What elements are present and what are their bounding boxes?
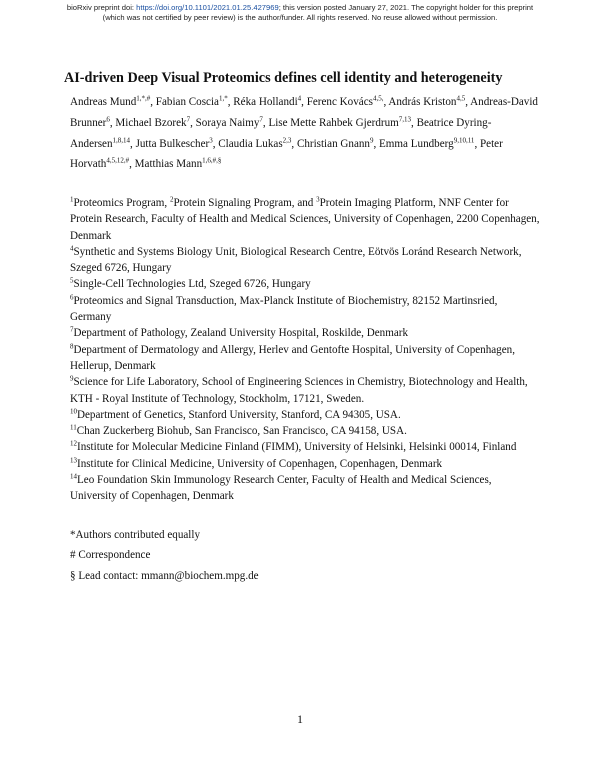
affiliation-number: 9 bbox=[70, 374, 74, 383]
affiliation-number: 10 bbox=[70, 407, 77, 416]
author-affiliation-marker: 4 bbox=[297, 94, 302, 103]
author-affiliation-marker: 1,8,14 bbox=[112, 135, 131, 144]
affiliation-number: 6 bbox=[70, 293, 74, 302]
author-name: Matthias Mann bbox=[134, 158, 203, 171]
doi-link[interactable]: https://doi.org/10.1101/2021.01.25.427969 bbox=[136, 3, 279, 12]
paper-title: AI-driven Deep Visual Proteomics defines cell identity and heterogeneity bbox=[64, 70, 503, 86]
affiliation bbox=[70, 407, 540, 423]
author-affiliation-marker: 7 bbox=[259, 115, 263, 124]
author-name: Emma Lundberg bbox=[379, 137, 454, 150]
affiliation-number: 8 bbox=[70, 341, 74, 350]
author-name: Fabian Coscia bbox=[155, 96, 219, 108]
affiliation-text: Proteomics Program, bbox=[73, 197, 170, 209]
author-affiliation-marker: 4,5,12,# bbox=[106, 156, 130, 165]
lead-contact-note: § Lead contact: mmann@biochem.mpg.de bbox=[70, 569, 259, 582]
header-line-2: (which was not certified by peer review) is the author/funder. All rights reserved. No reuse allowed without permission. bbox=[102, 12, 498, 22]
affiliation-number: 12 bbox=[70, 439, 77, 448]
author-affiliation-marker: 4,5 bbox=[456, 94, 466, 103]
author-affiliation-marker: 1,*,# bbox=[136, 94, 151, 103]
author-name: Andreas Mund bbox=[70, 96, 137, 108]
affiliation-number: 5 bbox=[70, 276, 74, 285]
author-name: Claudia Lukas bbox=[218, 137, 283, 150]
author-name: Peter Horvath bbox=[70, 137, 503, 171]
affiliation-text: Proteomics and Signal Transduction, Max-Planck Institute of Biochemistry, 82152 Martinsried, Germany bbox=[70, 294, 498, 324]
affiliation bbox=[70, 244, 540, 277]
author-affiliation-marker: 3 bbox=[209, 135, 213, 144]
affiliation-number: 11 bbox=[70, 423, 77, 432]
header-prefix: bioRxiv preprint doi: bbox=[66, 3, 137, 12]
affiliation-text: Department of Genetics, Stanford University, Stanford, CA 94305, USA. bbox=[77, 408, 401, 421]
affiliation-number: 7 bbox=[70, 325, 74, 334]
affiliation-number: 2 bbox=[169, 195, 174, 204]
header-line-1 bbox=[0, 3, 600, 13]
author-name: Andreas-David Brunner bbox=[70, 96, 538, 129]
author-affiliation-marker: 1,6,#,§ bbox=[202, 156, 222, 165]
header-suffix: ; this version posted January 27, 2021. The copyright holder for this preprint bbox=[278, 3, 534, 12]
affiliation-text: Synthetic and Systems Biology Unit, Biological Research Centre, Eötvös Loránd Research Network, Szeged 6726, Hungary bbox=[70, 245, 522, 275]
affiliation-text: Single-Cell Technologies Ltd, Szeged 6726, Hungary bbox=[73, 278, 311, 291]
affiliation-number: 13 bbox=[70, 456, 77, 465]
author-affiliation-marker: 9,10,11 bbox=[453, 135, 475, 144]
affiliation-list bbox=[70, 195, 540, 505]
author-name: Jutta Bulkescher bbox=[135, 137, 210, 150]
affiliation-text: Department of Dermatology and Allergy, Herlev and Gentofte Hospital, University of Copenhagen, Hellerup, Denmark bbox=[70, 343, 515, 372]
page-number: 1 bbox=[297, 712, 303, 726]
author-notes bbox=[70, 525, 540, 586]
affiliation bbox=[70, 423, 540, 439]
author-name: Michael Bzorek bbox=[115, 116, 187, 129]
affiliation-text: Protein Signaling Program, and bbox=[173, 197, 317, 209]
author-affiliation-marker: 6 bbox=[106, 115, 110, 124]
author-affiliation-marker: 9 bbox=[369, 135, 374, 144]
author-list: Andreas Mund$^{1,*,\#}$, Fabian Coscia$^{1,*}$, Réka Hollandi$^4$, Ferenc Kovács$^{4,5,}$, András Kriston$^{4,5}$, Andreas-David Brunner$^6$, Michael Bzorek$^7$, Soraya Naimy$^7$, Lise Mette Rahbek Gjerdrum$^{7,13}$, Beatrice Dyring-Andersen$^{1,8,14}$, Jutta Bulkescher$^3$, Claudia Lukas$^{2,3}$, Christian Gnann$^9$, Emma Lundberg$^{9,10,11}$, Peter Horvath$^{4,5,12,\#}$, Matthias Mann$^{1,6,\#,\S}$ bbox=[70, 94, 538, 171]
affiliation bbox=[70, 439, 540, 455]
author-affiliation-marker: 7 bbox=[186, 115, 191, 124]
author-affiliation-marker: 4,5, bbox=[372, 94, 384, 103]
equal-contribution-note: *Authors contributed equally bbox=[70, 529, 201, 541]
author-name: Lise Mette Rahbek Gjerdrum bbox=[268, 116, 399, 129]
affiliation bbox=[70, 472, 540, 505]
affiliation-text: Chan Zuckerberg Biohub, San Francisco, San Francisco, CA 94158, USA. bbox=[76, 425, 407, 438]
author-affiliation-marker: 7,13 bbox=[398, 115, 412, 124]
affiliation-text: Department of Pathology, Zealand University Hospital, Roskilde, Denmark bbox=[73, 327, 408, 340]
author-name: Beatrice Dyring-Andersen bbox=[70, 116, 492, 150]
affiliation-number: 4 bbox=[70, 244, 74, 253]
affiliation-number: 3 bbox=[316, 195, 320, 204]
author-name: Réka Hollandi bbox=[233, 96, 298, 108]
author-affiliation-marker: 2,3 bbox=[282, 135, 292, 144]
affiliation bbox=[70, 342, 540, 375]
author-name: Ferenc Kovács bbox=[306, 96, 373, 108]
affiliation-text: Institute for Molecular Medicine Finland (FIMM), University of Helsinki, Helsinki 00014, Finland bbox=[77, 441, 517, 454]
author-affiliation-marker: 1,* bbox=[218, 94, 228, 103]
correspondence-note: # Correspondence bbox=[70, 549, 151, 562]
preprint-header bbox=[0, 3, 600, 22]
affiliation-number: 1 bbox=[70, 195, 74, 204]
author-name: András Kriston bbox=[388, 96, 457, 108]
affiliation bbox=[70, 374, 540, 407]
affiliation-number: 14 bbox=[70, 472, 77, 481]
affiliation bbox=[70, 456, 540, 472]
affiliation bbox=[70, 325, 540, 341]
affiliation bbox=[70, 276, 540, 292]
affiliation-text: Leo Foundation Skin Immunology Research Center, Faculty of Health and Medical Sciences, University of Copenhagen, Denmark bbox=[70, 474, 492, 503]
affiliation-text: Institute for Clinical Medicine, University of Copenhagen, Copenhagen, Denmark bbox=[77, 457, 443, 470]
affiliation bbox=[70, 293, 540, 326]
author-name: Soraya Naimy bbox=[195, 116, 260, 129]
author-name: Christian Gnann bbox=[296, 137, 370, 150]
affiliation-text: Protein Imaging Platform, NNF Center for Protein Research, Faculty of Health and Medical Sciences, University of Copenhagen, 2200 Copenhagen, Denmark bbox=[70, 197, 540, 242]
affiliation bbox=[70, 195, 540, 244]
affiliation-text: Science for Life Laboratory, School of Engineering Sciences in Chemistry, Biotechnology and Health, KTH - Royal Institute of Technology, Stockholm, 17121, Sweden. bbox=[70, 376, 528, 405]
